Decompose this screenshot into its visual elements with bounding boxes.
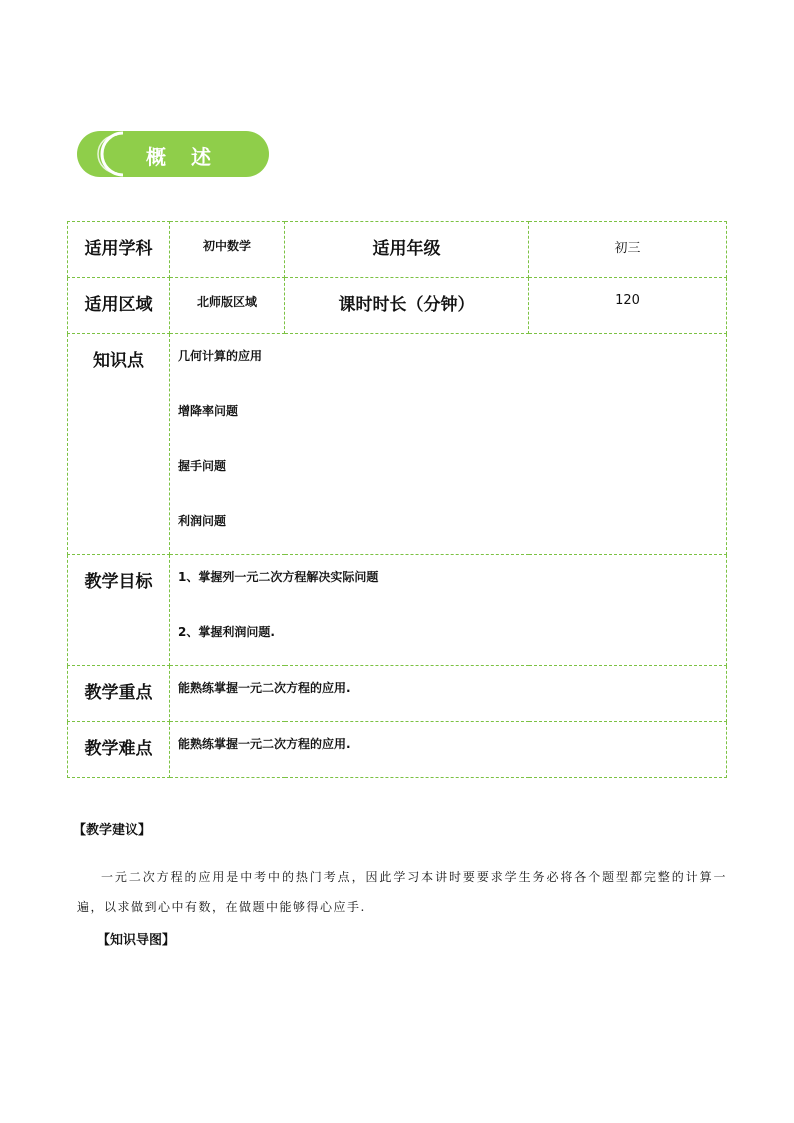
knowledge-label: 知识点 <box>68 334 170 555</box>
list-item: 增降率问题 <box>178 404 239 418</box>
focus-value <box>170 666 727 722</box>
region-value: 北师版区域 <box>170 278 285 334</box>
goals-list <box>170 555 727 666</box>
difficulty-label: 教学难点 <box>68 722 170 778</box>
suggestion-paragraph: 一元二次方程的应用是中考中的热门考点，因此学习本讲时要要求学生务必将各个题型都完整的计算一遍，以求做到心中有数，在做题中能够得心应手. <box>77 870 727 914</box>
list-item: 1、掌握列一元二次方程解决实际问题 <box>178 570 379 584</box>
course-info-table <box>67 221 727 778</box>
list-item: 利润问题 <box>178 514 227 528</box>
duration-value: 120 <box>529 278 727 334</box>
subject-label: 适用学科 <box>68 222 170 278</box>
grade-value: 初三 <box>529 222 727 278</box>
list-item: 握手问题 <box>178 459 227 473</box>
list-item: 几何计算的应用 <box>178 349 263 363</box>
focus-label: 教学重点 <box>68 666 170 722</box>
table-row <box>68 334 727 555</box>
table-row <box>68 666 727 722</box>
difficulty-text: 能熟练掌握一元二次方程的应用. <box>178 737 351 751</box>
section-title: 概 述 <box>146 145 220 169</box>
table-row <box>68 722 727 778</box>
table-row <box>68 555 727 666</box>
knowledge-list <box>170 334 727 555</box>
table-row <box>68 278 727 334</box>
grade-label: 适用年级 <box>285 222 529 278</box>
difficulty-value <box>170 722 727 778</box>
subject-value: 初中数学 <box>170 222 285 278</box>
table-row <box>68 222 727 278</box>
list-item: 2、掌握利润问题. <box>178 625 275 639</box>
mindmap-heading: 【知识导图】 <box>97 933 176 948</box>
focus-text: 能熟练掌握一元二次方程的应用. <box>178 681 351 695</box>
suggestion-heading: 【教学建议】 <box>73 823 152 838</box>
region-label: 适用区域 <box>68 278 170 334</box>
goals-label: 教学目标 <box>68 555 170 666</box>
duration-label: 课时时长（分钟） <box>285 278 529 334</box>
